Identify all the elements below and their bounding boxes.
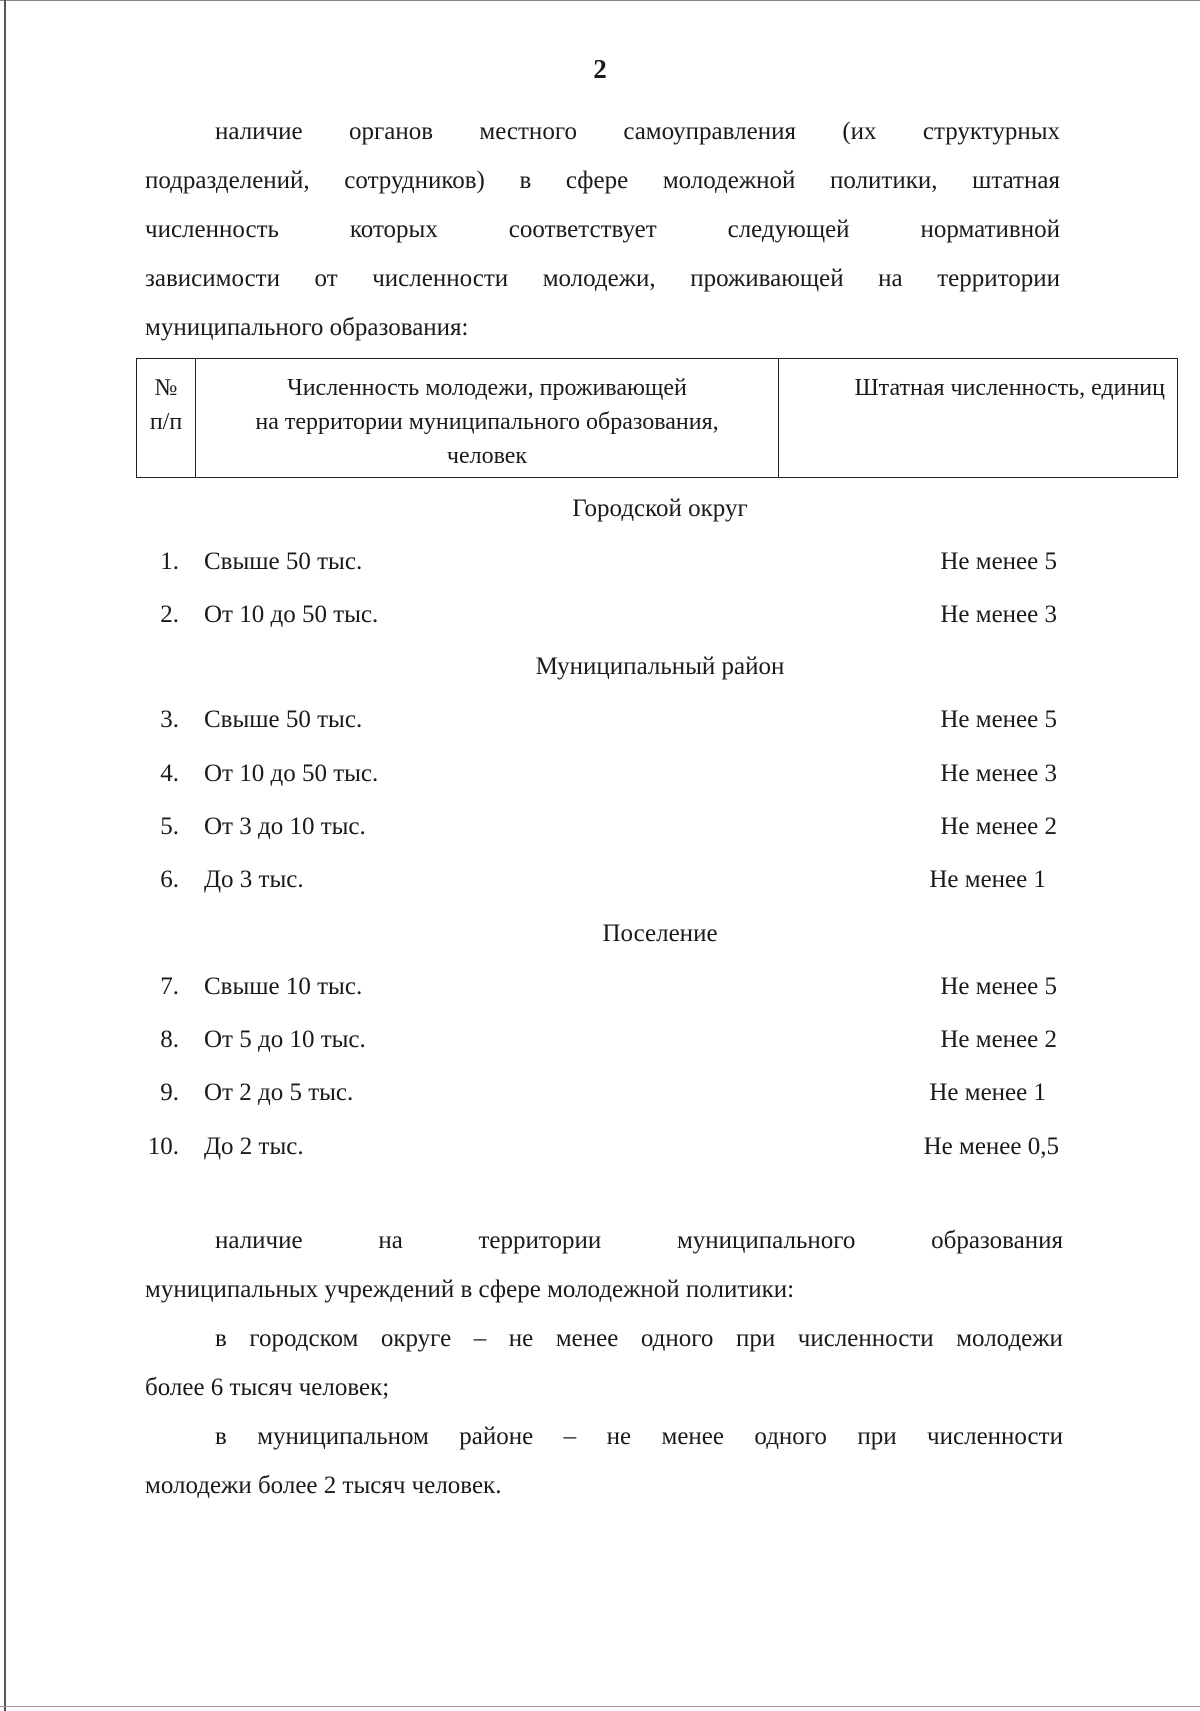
closing-word: районе [459, 1423, 534, 1450]
intro-word: молодежи, [542, 265, 656, 292]
closing-word: образования [931, 1227, 1063, 1254]
row-number: 1. [160, 548, 179, 575]
col-number-line: № [154, 375, 178, 401]
closing-p1-line-2: муниципальных учреждений в сфере молодежной политики: [145, 1276, 795, 1303]
col-staff-header: Штатная численность, единиц [779, 359, 1178, 478]
col-number-line: п/п [149, 409, 183, 435]
closing-word: городском [249, 1325, 359, 1352]
row-staff: Не менее 5 [940, 706, 1057, 733]
row-staff: Не менее 3 [940, 760, 1057, 787]
staffing-table-header [136, 358, 1178, 478]
intro-word: от [314, 265, 338, 292]
closing-word: при [735, 1325, 776, 1352]
intro-word: (их [842, 118, 877, 145]
closing-p2-line-1 [215, 1325, 1063, 1353]
intro-word: которых [349, 216, 438, 243]
row-staff: Не менее 5 [940, 548, 1057, 575]
row-number: 2. [160, 601, 179, 628]
row-population: От 3 до 10 тыс. [204, 813, 366, 840]
row-population: Свыше 50 тыс. [204, 706, 363, 733]
closing-word: не [606, 1423, 632, 1450]
intro-line-3 [145, 216, 1060, 244]
page-number: 2 [593, 54, 607, 84]
intro-word: местного [479, 118, 577, 145]
intro-word: следующей [727, 216, 850, 243]
closing-word: муниципальном [257, 1423, 429, 1450]
closing-word: в [215, 1423, 227, 1450]
row-number: 10. [147, 1133, 179, 1160]
intro-word: соответствует [508, 216, 657, 243]
closing-word: менее [661, 1423, 724, 1450]
section-title: Поселение [602, 920, 718, 947]
intro-word: территории [937, 265, 1060, 292]
closing-word: в [215, 1325, 227, 1352]
closing-p1-line-1 [215, 1227, 1063, 1255]
row-number: 7. [160, 973, 179, 1000]
row-staff: Не менее 2 [940, 813, 1057, 840]
intro-word: численности [372, 265, 509, 292]
closing-word: молодежи [956, 1325, 1063, 1352]
closing-p2-line-2: более 6 тысяч человек; [145, 1374, 390, 1401]
row-population: До 3 тыс. [204, 866, 304, 893]
intro-word: сфере [565, 167, 629, 194]
intro-word: проживающей [690, 265, 844, 292]
intro-word: в [519, 167, 532, 194]
closing-word: численности [797, 1325, 934, 1352]
closing-word: – [473, 1325, 487, 1352]
row-population: От 2 до 5 тыс. [204, 1079, 354, 1106]
closing-p3-line-2: молодежи более 2 тысяч человек. [145, 1472, 502, 1499]
intro-word: самоуправления [623, 118, 796, 145]
intro-word: сотрудников) [344, 167, 485, 194]
row-population: От 5 до 10 тыс. [204, 1026, 366, 1053]
closing-word: муниципального [676, 1227, 856, 1254]
row-population: От 10 до 50 тыс. [204, 601, 379, 628]
row-number: 6. [160, 866, 179, 893]
row-staff: Не менее 1 [929, 866, 1046, 893]
row-staff: Не менее 2 [940, 1026, 1057, 1053]
row-population: До 2 тыс. [204, 1133, 304, 1160]
closing-word: менее [555, 1325, 619, 1352]
closing-word: округе [380, 1325, 452, 1352]
closing-word: одного [640, 1325, 714, 1352]
intro-word: зависимости [145, 265, 280, 292]
row-number: 9. [160, 1079, 179, 1106]
row-staff: Не менее 0,5 [923, 1133, 1059, 1160]
intro-word: численность [145, 216, 279, 243]
intro-word: политики, [830, 167, 938, 194]
intro-word: молодежной [662, 167, 796, 194]
intro-word: структурных [922, 118, 1060, 145]
col-number-header [137, 359, 196, 478]
intro-word: наличие [215, 118, 303, 145]
closing-word: территории [478, 1227, 602, 1254]
intro-line-2 [145, 167, 1060, 195]
col-population-header [196, 359, 779, 478]
row-staff: Не менее 3 [940, 601, 1057, 628]
intro-line-4 [145, 265, 1060, 293]
section-title: Муниципальный район [535, 653, 785, 680]
intro-word: штатная [972, 167, 1060, 194]
intro-line-5: муниципального образования: [145, 314, 469, 341]
intro-word: органов [348, 118, 434, 145]
col-population-line: на территории муниципального образования, [255, 409, 719, 435]
col-population-line: человек [446, 443, 528, 469]
intro-line-1 [215, 118, 1060, 146]
row-population: Свыше 50 тыс. [204, 548, 363, 575]
row-population: От 10 до 50 тыс. [204, 760, 379, 787]
row-number: 4. [160, 760, 179, 787]
intro-word: нормативной [920, 216, 1060, 243]
closing-word: не [508, 1325, 534, 1352]
section-title: Городской округ [572, 495, 748, 522]
intro-word: подразделений, [145, 167, 310, 194]
row-staff: Не менее 1 [929, 1079, 1046, 1106]
table-header-row [137, 359, 1178, 478]
intro-word: на [878, 265, 903, 292]
closing-word: на [378, 1227, 403, 1254]
scan-bottom-edge [0, 1706, 1200, 1707]
closing-word: наличие [215, 1227, 303, 1254]
row-staff: Не менее 5 [940, 973, 1057, 1000]
closing-word: одного [754, 1423, 827, 1450]
row-number: 8. [160, 1026, 179, 1053]
row-number: 3. [160, 706, 179, 733]
scan-left-edge [4, 0, 6, 1711]
closing-word: – [563, 1423, 577, 1450]
scan-top-edge [0, 0, 1200, 1]
col-population-line: Численность молодежи, проживающей [287, 375, 687, 401]
closing-word: при [857, 1423, 897, 1450]
row-number: 5. [160, 813, 179, 840]
row-population: Свыше 10 тыс. [204, 973, 363, 1000]
closing-p3-line-1 [215, 1423, 1063, 1451]
closing-word: численности [927, 1423, 1063, 1450]
